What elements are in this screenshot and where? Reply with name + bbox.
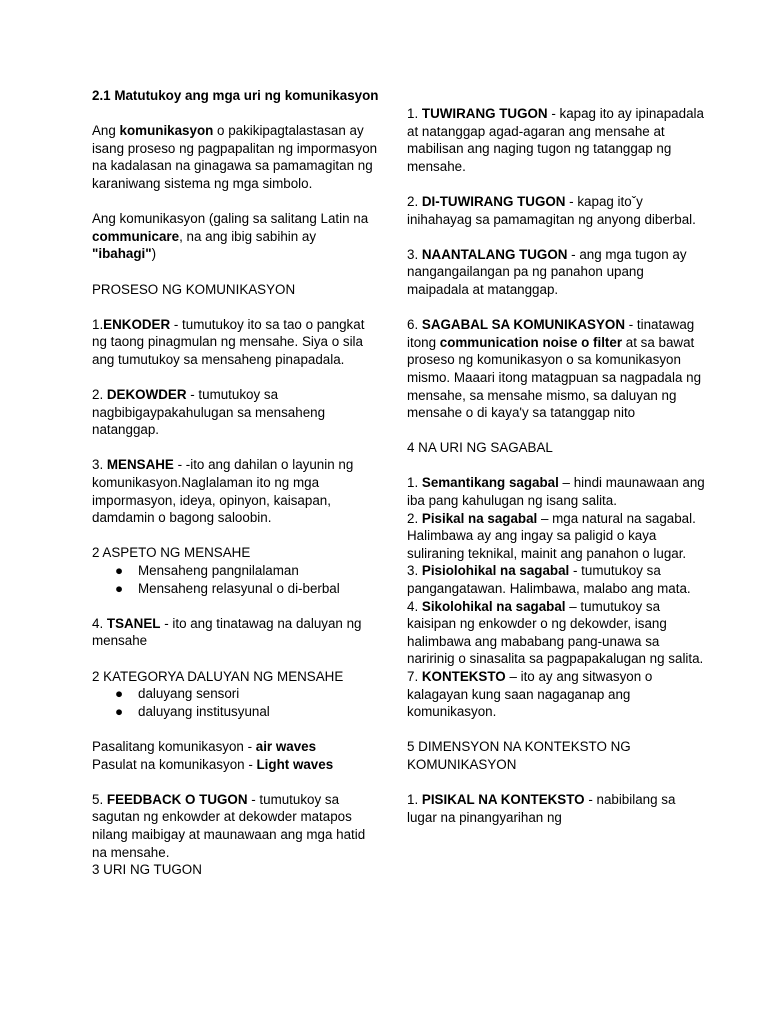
dimensyon-title: 5 DIMENSYON NA KONTEKSTO NG KOMUNIKASYON	[407, 739, 631, 772]
bullet-icon: ●	[115, 563, 124, 579]
list-item: ● daluyang sensori	[115, 686, 240, 702]
item-feedback: 5. FEEDBACK O TUGON - tumutukoy sa sagutan ng enkowder at dekowder matapos nilang maibigay at maunawaan ang mga hatid na mensahe.	[92, 791, 366, 860]
list-item: ● Mensaheng relasyunal o di-berbal	[115, 580, 340, 596]
aspeto-list	[92, 562, 382, 597]
bullet-icon: ●	[115, 703, 124, 719]
right-column	[407, 105, 707, 826]
item-mensahe: 3. MENSAHE - -ito ang dahilan o layunin ng komunikasyon.Naglalaman ito ng mga impormasyon, ideya, opinyon, kaisapan, damdamin o bagong saloobin.	[92, 457, 354, 526]
item-tuwiran: 1. TUWIRANG TUGON - kapag ito ay ipinapadala at natanggap agad-agaran ang mensahe at mabilisan ang naging tugon ng tatanggap ng mensahe.	[407, 106, 704, 174]
item-sikolohikal: 4. Sikolohikal na sagabal – tumutukoy sa kaisipan ng enkowder o ng dekowder, isang halimbawa ang mababang pang-unawa sa naririnig o sinasalita sa pagpapakalugan ng salita.	[407, 598, 704, 667]
pasalita-line: Pasalitang komunikasyon - air waves	[92, 738, 317, 754]
item-pisiolohikal: 3. Pisiolohikal na sagabal - tumutukoy sa pangangatawan. Halimbawa, malabo ang mata.	[407, 563, 691, 597]
item-tsanel: 4. TSANEL - ito ang tinatawag na daluyan ng mensahe	[92, 615, 362, 649]
kategorya-list	[92, 685, 382, 720]
item-dekowder: 2. DEKOWDER - tumutukoy sa nagbibigaypakahulugan sa mensaheng natanggap.	[92, 387, 326, 438]
section-heading: 2.1 Matutukoy ang mga uri ng komunikasyon	[92, 88, 379, 103]
left-column	[92, 87, 382, 879]
bullet-icon: ●	[115, 580, 124, 596]
item-semantiko: 1. Semantikang sagabal – hindi maunawaan ang iba pang kahulugan ng isang salita.	[407, 475, 705, 509]
aspeto-title: 2 ASPETO NG MENSAHE	[92, 545, 251, 561]
item-konteksto: 7. KONTEKSTO – ito ay ang sitwasyon o kalagayan kung saan nagaganap ang komunikasyon.	[407, 669, 653, 720]
item-sagabal: 6. SAGABAL SA KOMUNIKASYON - tinatawag itong communication noise o filter at sa bawat proseso ng komunikasyon o sa komunikasyon mismo. Maaari itong matagpuan sa nagpadala ng mensahe, sa mensahe mismo, sa daluyan ng mensahe o di kaya'y sa tatanggap nito	[407, 317, 702, 421]
item-enkoder: 1.ENKODER - tumutukoy ito sa tao o pangkat ng taong pinagmulan ng mensahe. Siya o sila ang tumutukoy sa mensaheng pinapadala.	[92, 316, 365, 367]
proseso-title: PROSESO NG KOMUNIKASYON	[92, 281, 296, 297]
item-pisikal-konteksto: 1. PISIKAL NA KONTEKSTO - nabibilang sa lugar na pinangyarihan ng	[407, 792, 676, 825]
list-item: ● daluyang institusyunal	[115, 703, 270, 719]
item-di-tuwiran: 2. DI-TUWIRANG TUGON - kapag itoˇy inihahayag sa pamamagitan ng anyong diberbal.	[407, 193, 696, 227]
item-naantala: 3. NAANTALANG TUGON - ang mga tugon ay nangangailangan pa ng panahon upang maipadala at matanggap.	[407, 246, 687, 297]
uri-sagabal-title: 4 NA URI NG SAGABAL	[407, 440, 553, 456]
item-pisikal: 2. Pisikal na sagabal – mga natural na sagabal. Halimbawa ay ang ingay sa paligid o kaya suliraning teknikal, mainit ang panahon o lugar.	[407, 510, 696, 561]
bullet-icon: ●	[115, 686, 124, 702]
uri-tugon-title: 3 URI NG TUGON	[92, 862, 202, 878]
kategorya-title: 2 KATEGORYA DALUYAN NG MENSAHE	[92, 668, 344, 684]
paragraph-definition: Ang komunikasyon o pakikipagtalastasan ay isang proseso ng pagpapalitan ng impormasyon na kadalasan na ginagawa sa pamamagitan ng karaniwang sistema ng mga simbolo.	[92, 123, 378, 191]
paragraph-etymology: Ang komunikasyon (galing sa salitang Latin na communicare, na ang ibig sabihin ay "ibahagi")	[92, 211, 369, 262]
list-item: ● Mensaheng pangnilalaman	[115, 563, 299, 579]
pasulat-line: Pasulat na komunikasyon - Light waves	[92, 756, 334, 772]
